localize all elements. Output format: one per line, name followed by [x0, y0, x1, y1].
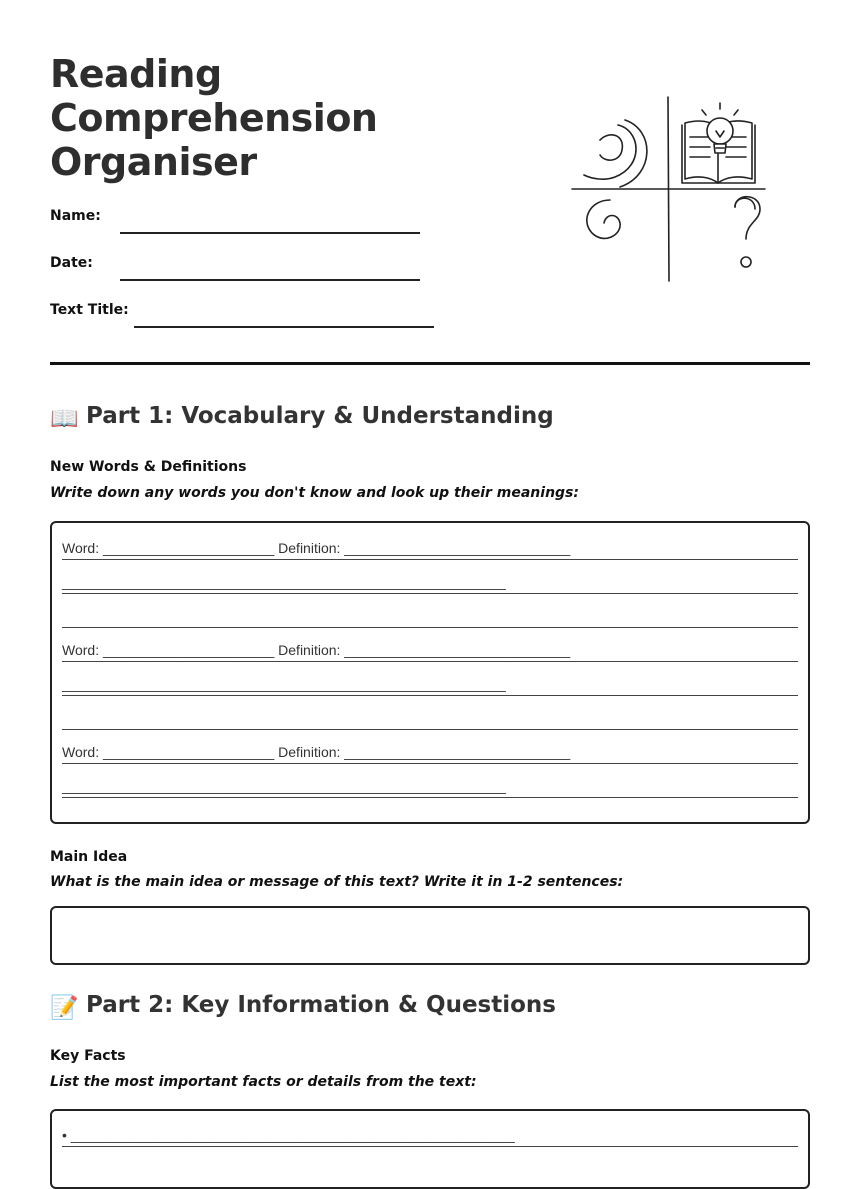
text-title-line[interactable] — [134, 326, 434, 328]
key-facts-instruction: List the most important facts or details from the text: — [50, 1074, 477, 1090]
vocab-instruction: Write down any words you don't know and look up their meanings: — [50, 485, 579, 501]
name-field[interactable] — [50, 208, 420, 234]
section-divider — [50, 362, 810, 365]
part1-heading — [50, 403, 554, 432]
vocab-row[interactable]: _________________________________________________________ — [62, 662, 798, 696]
key-fact-row[interactable]: • _________________________________________________________ — [62, 1113, 798, 1147]
worksheet-page — [50, 0, 810, 1161]
main-idea-answer-box[interactable] — [50, 906, 810, 965]
date-field[interactable] — [50, 255, 420, 281]
page-title — [50, 52, 377, 184]
name-label: Name: — [50, 208, 101, 224]
date-label: Date: — [50, 255, 93, 271]
text-title-label: Text Title: — [50, 302, 129, 318]
vocab-row[interactable]: Word: ______________________ Definition: _____________________________ — [62, 526, 798, 560]
part2-heading-text: Part 2: Key Information & Questions — [86, 992, 556, 1018]
title-line-3: Organiser — [50, 140, 257, 184]
reading-illustration-icon — [570, 95, 770, 285]
title-line-1: Reading — [50, 52, 222, 96]
part2-heading — [50, 992, 556, 1021]
main-idea-heading: Main Idea — [50, 849, 128, 865]
vocab-heading: New Words & Definitions — [50, 459, 247, 475]
open-book-icon: 📖 — [50, 406, 79, 432]
vocab-row[interactable] — [62, 696, 798, 730]
vocab-row[interactable]: _________________________________________________________ — [62, 764, 798, 798]
key-facts-box[interactable] — [50, 1109, 810, 1189]
vocab-row[interactable]: Word: ______________________ Definition: _____________________________ — [62, 730, 798, 764]
key-facts-heading: Key Facts — [50, 1048, 126, 1064]
title-line-2: Comprehension — [50, 96, 378, 140]
date-line[interactable] — [120, 279, 420, 281]
vocab-box[interactable] — [50, 521, 810, 824]
name-line[interactable] — [120, 232, 420, 234]
part1-heading-text: Part 1: Vocabulary & Understanding — [86, 403, 554, 429]
text-title-field[interactable] — [50, 302, 434, 328]
memo-pencil-icon: 📝 — [50, 995, 79, 1021]
vocab-row[interactable]: Word: ______________________ Definition: _____________________________ — [62, 628, 798, 662]
main-idea-instruction: What is the main idea or message of this text? Write it in 1-2 sentences: — [50, 874, 624, 890]
vocab-row[interactable]: _________________________________________________________ — [62, 560, 798, 594]
vocab-row[interactable] — [62, 594, 798, 628]
